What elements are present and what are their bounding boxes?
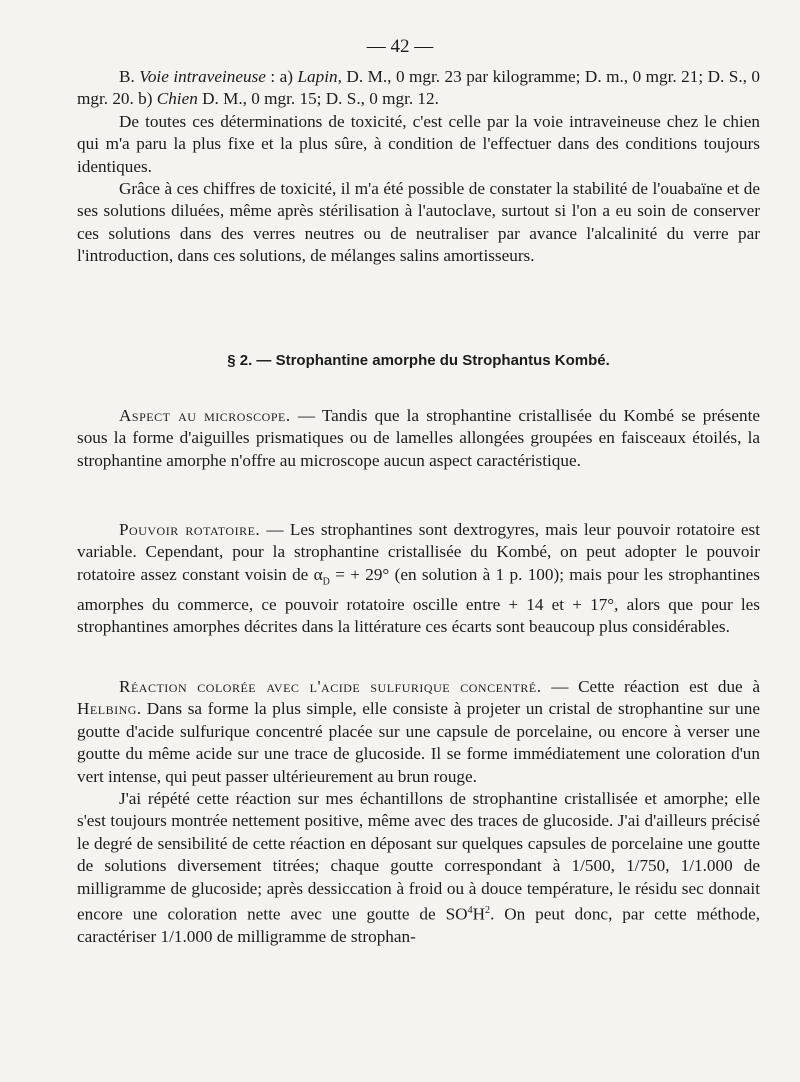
run-in-heading: Pouvoir rotatoire. xyxy=(119,520,261,539)
run-in-heading: Aspect au microscope. xyxy=(119,406,291,425)
superscript: 2 xyxy=(484,905,490,917)
text-run: H xyxy=(472,904,485,924)
text-run: = + 29° (en solution à 1 p. 100); mais pour les strophantines amorphes du commerce, ce pouvoir rotatoire oscille entre + 14 et + 17°, alors que pour les strophantines amorphes décrites dans la littérature ces écarts sont beaucoup plus considérables. xyxy=(77,564,760,637)
species-dog: Chien xyxy=(156,89,198,109)
paragraph-intravenous xyxy=(77,66,760,111)
text-run: . Dans sa forme la plus simple, elle consiste à projeter un cristal de strophantine sur une goutte d'acide sulfurique concentré placée sur une capsule de porcelaine, ou encore à verser une goutte du même acide sur une trace de glucoside. Il se forme immédiatement une coloration d'un vert intense, qui peut passer ultérieurement au brun rouge. xyxy=(77,699,760,786)
subscript: D xyxy=(322,576,330,588)
rotatory-section xyxy=(77,519,760,638)
aspect-section xyxy=(77,405,760,472)
text-run: : a) xyxy=(265,67,298,86)
text-run: — Cette réaction est due à xyxy=(541,677,760,696)
toxicity-section xyxy=(77,66,760,268)
species-rabbit: Lapin xyxy=(297,67,338,86)
paragraph-sensitivity xyxy=(77,788,760,949)
paragraph-determinations: De toutes ces déterminations de toxicité, c'est celle par la voie intraveineuse chez le chien qui m'a paru la plus fixe et la plus sûre, à condition de l'effectuer dans des conditions toujours identiques. xyxy=(77,111,760,176)
text-run: — Tandis que la strophantine cristallisée du Kombé se présente sous la forme d'aiguilles prismatiques ou de lamelles allongées groupées en faisceaux étoilés, la strophantine amorphe n'offre au microscope aucun aspect caractéristique. xyxy=(77,406,760,470)
text-run: — Les strophantines sont dextrogyres, mais leur pouvoir rotatoire est variable. Cependant, pour la strophantine cristallisée du Kombé, on peut adopter le pouvoir rotatoire assez constant voisin de α xyxy=(77,520,760,584)
run-in-heading: Réaction colorée avec l'acide sulfurique concentré. xyxy=(119,677,542,696)
item-label: B. xyxy=(119,67,135,86)
text-run: , D. M., 0 mgr. 23 par kilogramme; D. m., 0 mgr. 21; D. S., 0 mgr. 20. b) xyxy=(77,67,761,109)
section-title: § 2. — Strophantine amorphe du Strophantus Kombé. xyxy=(227,352,610,369)
reaction-section xyxy=(77,676,760,949)
paragraph-aspect xyxy=(77,405,760,472)
page-number: — 42 — xyxy=(366,36,434,57)
text-run: J'ai répété cette réaction sur mes échantillons de strophantine cristallisée et amorphe; elle s'est toujours montrée nettement positive, même avec des traces de glucoside. J'ai d'ailleurs précisé le degré de sensibilité de cette réaction en déposant sur quelques capsules de porcelaine une goutte de solutions diversement titrées; chaque goutte correspondant à 1/500, 1/750, 1/1.000 de milligramme de glucoside; après dessiccation à froid ou à douce température, le résidu sec donnait encore une coloration nette avec une goutte de SO xyxy=(77,789,760,924)
author-name: Helbing xyxy=(77,699,137,719)
route-heading: Voie intraveineuse xyxy=(139,67,266,86)
paragraph-rotatory xyxy=(77,519,760,638)
paragraph-stability: Grâce à ces chiffres de toxicité, il m'a été possible de constater la stabilité de l'ouabaïne et de ses solutions diluées, même après stérilisation à l'autoclave, surtout si l'on a eu soin de conserver ces solutions dans des verres neutres ou de neutraliser par avance l'alcalinité du verre par l'introduction, dans ces solutions, de mélanges salins amortisseurs. xyxy=(77,179,760,266)
text-run: . On peut donc, par cette méthode, caractériser 1/1.000 de milligramme de strophan- xyxy=(77,904,760,947)
section-heading-block xyxy=(77,352,760,369)
paragraph-reaction xyxy=(77,676,760,788)
text-run: D. M., 0 mgr. 15; D. S., 0 mgr. 12. xyxy=(197,89,439,109)
superscript: 4 xyxy=(467,905,473,917)
